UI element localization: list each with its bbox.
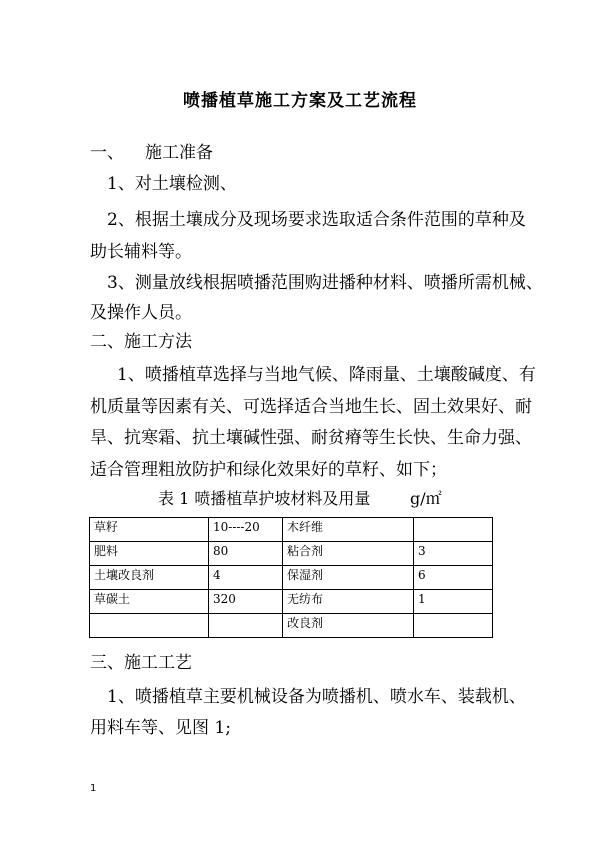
table-cell: 土壤改良剂	[90, 566, 209, 590]
table-cell: 10----20	[209, 518, 283, 542]
table-cell: 木纤维	[283, 518, 414, 542]
table-row	[90, 614, 493, 638]
section2-para-line4: 适合管理粗放防护和绿化效果好的草籽、如下；	[90, 460, 447, 480]
table-cell	[209, 614, 283, 638]
table-row	[90, 542, 493, 566]
table-row	[90, 518, 493, 542]
table-cell: 肥料	[90, 542, 209, 566]
table-cell: 草籽	[90, 518, 209, 542]
table-cell: 80	[209, 542, 283, 566]
section2-para-line1: 1、喷播植草选择与当地气候、降雨量、土壤酸碱度、有	[117, 365, 536, 385]
section1-heading: 施工准备	[145, 143, 213, 163]
section3-para-line2: 用料车等、见图 1;	[90, 718, 231, 738]
section2-para-line2: 机质量等因素有关、可选择适合当地生长、固土效果好、耐	[90, 397, 532, 417]
table-unit: g/㎡	[410, 489, 442, 508]
table-cell: 320	[209, 590, 283, 614]
table-cell: 改良剂	[283, 614, 414, 638]
table-cell: 1	[414, 590, 493, 614]
table-cell: 4	[209, 566, 283, 590]
materials-table	[89, 517, 493, 638]
section1-item2-line2: 助长辅料等。	[90, 242, 192, 262]
section1-item3-line1: 3、测量放线根据喷播范围购进播种材料、喷播所需机械、	[107, 273, 543, 293]
table-cell: 保湿剂	[283, 566, 414, 590]
section1-item1: 1、对土壤检测、	[107, 174, 237, 194]
section3-heading: 三、施工工艺	[90, 653, 192, 673]
section3-para-line1: 1、喷播植草主要机械设备为喷播机、喷水车、装载机、	[107, 687, 526, 707]
table-cell	[414, 518, 493, 542]
section1-item3-line2: 及操作人员。	[90, 303, 192, 323]
table-cell: 6	[414, 566, 493, 590]
table-cell	[414, 614, 493, 638]
table-cell	[90, 614, 209, 638]
section1-heading-number: 一、	[90, 143, 124, 163]
section2-heading: 二、施工方法	[90, 332, 192, 352]
table-caption: 表 1 喷播植草护坡材料及用量	[158, 489, 371, 508]
table-cell: 无纺布	[283, 590, 414, 614]
page-title: 喷播植草施工方案及工艺流程	[183, 91, 417, 111]
table-cell: 草碳土	[90, 590, 209, 614]
table-row	[90, 566, 493, 590]
table-cell: 粘合剂	[283, 542, 414, 566]
section2-para-line3: 旱、抗寒霜、抗土壤碱性强、耐贫瘠等生长快、生命力强、	[90, 428, 532, 448]
table-cell: 3	[414, 542, 493, 566]
section1-item2-line1: 2、根据土壤成分及现场要求选取适合条件范围的草种及	[107, 210, 526, 230]
page-number: 1	[90, 783, 97, 794]
table-row	[90, 590, 493, 614]
